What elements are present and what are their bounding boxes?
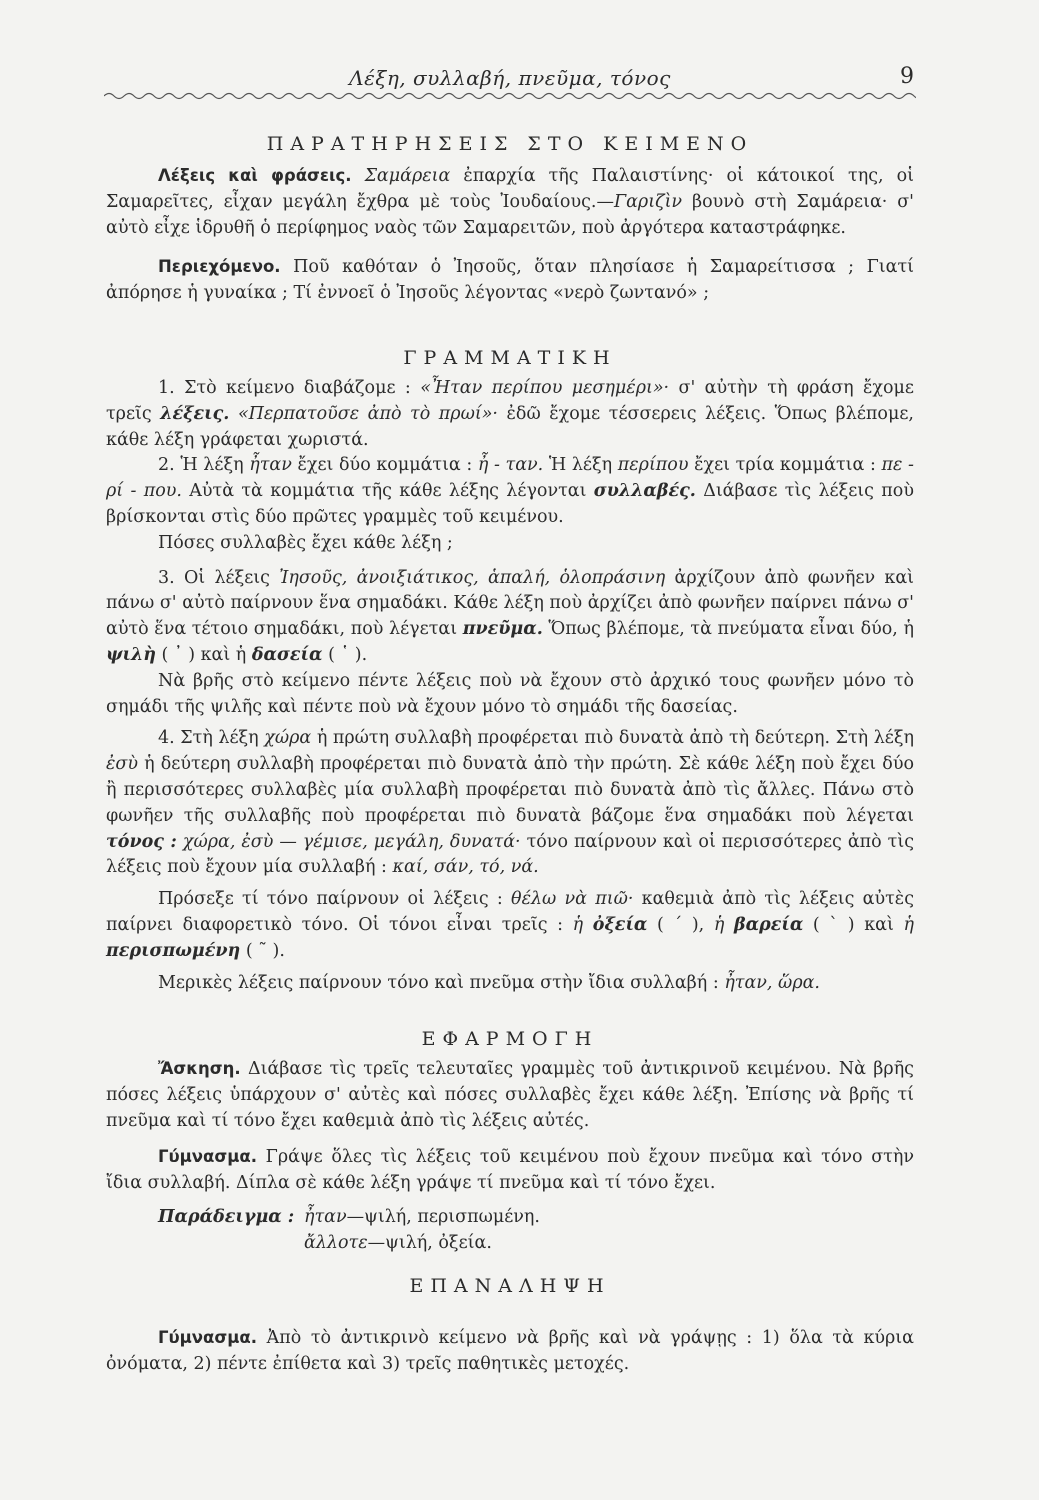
wavy-rule bbox=[104, 90, 916, 102]
content-paragraph: Περιεχόμενο. Ποῦ καθόταν ὁ Ἰησοῦς, ὅταν πλησίασε ἡ Σαμαρείτισσα ; Γιατί ἀπόρησε ἡ γυναίκα ; Τί ἐννοεῖ ὁ Ἰησοῦς λέγοντας «νερὸ ζωντανό» ; bbox=[106, 257, 914, 304]
grammar-paragraph-1: 1. Στὸ κείμενο διαβάζομε : «Ἦταν περίπου μεσημέρι»· σ' αὐτὴν τὴ φράση ἔχομε τρεῖς λέξεις. «Περπατοῦσε ἀπὸ τὸ πρωί»· ἐδῶ ἔχομε τέσσερεις λέξεις. Ὅπως βλέπομε, κάθε λέξη γράφεται χωριστά. bbox=[106, 378, 914, 450]
words-phrases-paragraph: Λέξεις καὶ φράσεις. Σαμάρεια ἐπαρχία τῆς Παλαιστίνης· οἱ κάτοικοί της, οἱ Σαμαρεῖτες, εἶχαν μεγάλη ἔχθρα μὲ τοὺς Ἰουδαίους.—Γαριζὶν βουνὸ στὴ Σαμάρεια· σ' αὐτὸ εἶχε ἱδρυθῆ ὁ περίφημος ναὸς τῶν Σαμαρειτῶν, ποὺ ἀργότερα καταστράφηκε. bbox=[106, 166, 914, 238]
review-section bbox=[106, 1275, 914, 1378]
grammar-paragraph-3: 3. Οἱ λέξεις Ἰησοῦς, ἀνοιξιάτικος, ἁπαλή, ὁλοπράσινη ἀρχίζουν ἀπὸ φωνῆεν καὶ πάνω σ' αὐτὸ παίρνουν ἕνα σημαδάκι. Κάθε λέξη ποὺ ἀρχίζει ἀπὸ φωνῆεν παίρνει πάνω σ' αὐτὸ ἕνα τέτοιο σημαδάκι, ποὺ λέγεται πνεῦμα. Ὅπως βλέπομε, τὰ πνεύματα εἶναι δύο, ἡ ψιλὴ ( ᾿ ) καὶ ἡ δασεία ( ῾ ). bbox=[106, 567, 914, 665]
exercise-paragraph: Ἄσκηση. Διάβασε τὶς τρεῖς τελευταῖες γραμμὲς τοῦ ἀντικρινοῦ κειμένου. Νὰ βρῆς πόσες λέξεις ὑπάρχουν σ' αὐτὲς καὶ πόσες συλλαβὲς ἔχει κάθε λέξη. Ἐπίσης νὰ βρῆς τί πνεῦμα καὶ τί τόνο ἔχει καθεμιὰ ἀπὸ τὶς λέξεις αὐτές. bbox=[106, 1059, 914, 1131]
drill-paragraph: Γύμνασμα. Γράψε ὅλες τὶς λέξεις τοῦ κειμένου ποὺ ἔχουν πνεῦμα καὶ τόνο στὴν ἴδια συλλαβή. Δίπλα σὲ κάθε λέξη γράψε τί πνεῦμα καὶ τί τόνο ἔχει. bbox=[106, 1147, 914, 1194]
notes-section bbox=[106, 133, 914, 307]
grammar-paragraph-4: 4. Στὴ λέξη χώρα ἡ πρώτη συλλαβὴ προφέρεται πιὸ δυνατὰ ἀπὸ τὴ δεύτερη. Στὴ λέξη ἐσὺ ἡ δεύτερη συλλαβὴ προφέρεται πιὸ δυνατὰ ἀπὸ τὴν πρώτη. Σὲ κάθε λέξη ποὺ ἔχει δύο ἢ περισσότερες συλλαβὲς μία συλλαβὴ προφέρεται πιὸ δυνατὰ ἀπὸ τὶς ἄλλες. Πάνω στὸ φωνῆεν τῆς συλλαβῆς ποὺ προφέρεται πιὸ δυνατὰ βάζομε ἕνα σημαδάκι ποὺ λέγεται τόνος : χώρα, ἐσὺ — γέμισε, μεγάλη, δυνατά· τόνο παίρνουν καὶ οἱ περισσότερες ἀπὸ τὶς λέξεις ποὺ ἔχουν μία συλλαβή : καί, σάν, τό, νά. bbox=[106, 728, 914, 878]
grammar-section bbox=[106, 347, 914, 996]
application-section bbox=[106, 1028, 914, 1257]
grammar-paragraph-4c: Μερικὲς λέξεις παίρνουν τόνο καὶ πνεῦμα στὴν ἴδια συλλαβή : ἦταν, ὥρα. bbox=[158, 972, 820, 993]
review-drill-paragraph: Γύμνασμα. Ἀπὸ τὸ ἀντικρινὸ κείμενο νὰ βρῆς καὶ νὰ γράψῃς : 1) ὅλα τὰ κύρια ὀνόματα, 2) πέντε ἐπίθετα καὶ 3) τρεῖς παθητικὲς μετοχές. bbox=[106, 1328, 914, 1374]
example-block bbox=[106, 1205, 914, 1257]
page-number: 9 bbox=[900, 64, 914, 89]
running-header bbox=[106, 66, 914, 100]
section-heading-review: ΕΠΑΝΑΛΗΨΗ bbox=[409, 1275, 611, 1297]
grammar-question: Πόσες συλλαβὲς ἔχει κάθε λέξη ; bbox=[158, 532, 453, 553]
example-row: ἄλλοτε—ψιλή, ὀξεία. bbox=[304, 1232, 492, 1253]
grammar-paragraph-3b: Νὰ βρῆς στὸ κείμενο πέντε λέξεις ποὺ νὰ ἔχουν στὸ ἀρχικό τους φωνῆεν μόνο τὸ σημάδι τῆς ψιλῆς καὶ πέντε ποὺ νὰ ἔχουν μόνο τὸ σημάδι τῆς δασείας. bbox=[106, 670, 914, 717]
section-heading-grammar: ΓΡΑΜΜΑΤΙΚΗ bbox=[403, 347, 617, 369]
section-heading-application: ΕΦΑΡΜΟΓΗ bbox=[421, 1028, 599, 1050]
example-label: Παράδειγμα : bbox=[158, 1206, 295, 1227]
running-title: Λέξη, συλλαβή, πνεῦμα, τόνος bbox=[349, 66, 671, 90]
example-row: Παράδειγμα : ἦταν—ψιλή, περισπωμένη. bbox=[158, 1206, 540, 1227]
grammar-paragraph-2: 2. Ἡ λέξη ἦταν ἔχει δύο κομμάτια : ἦ - ταν. Ἡ λέξη περίπου ἔχει τρία κομμάτια : πε - ρί - που. Αὐτὰ τὰ κομμάτια τῆς κάθε λέξης λέγονται συλλαβές. Διάβασε τὶς λέξεις ποὺ βρίσκονται στὶς δύο πρῶτες γραμμὲς τοῦ κειμένου. bbox=[106, 455, 914, 527]
grammar-paragraph-4b: Πρόσεξε τί τόνο παίρνουν οἱ λέξεις : θέλω νὰ πιῶ· καθεμιὰ ἀπὸ τὶς λέξεις αὐτὲς παίρνει διαφορετικὸ τόνο. Οἱ τόνοι εἶναι τρεῖς : ἡ ὀξεία ( ´ ), ἡ βαρεία ( ` ) καὶ ἡ περισπωμένη ( ῀ ). bbox=[106, 889, 914, 961]
section-heading-notes: ΠΑΡΑΤΗΡΗΣΕΙΣ ΣΤΟ ΚΕΙΜΕΝΟ bbox=[266, 133, 754, 155]
